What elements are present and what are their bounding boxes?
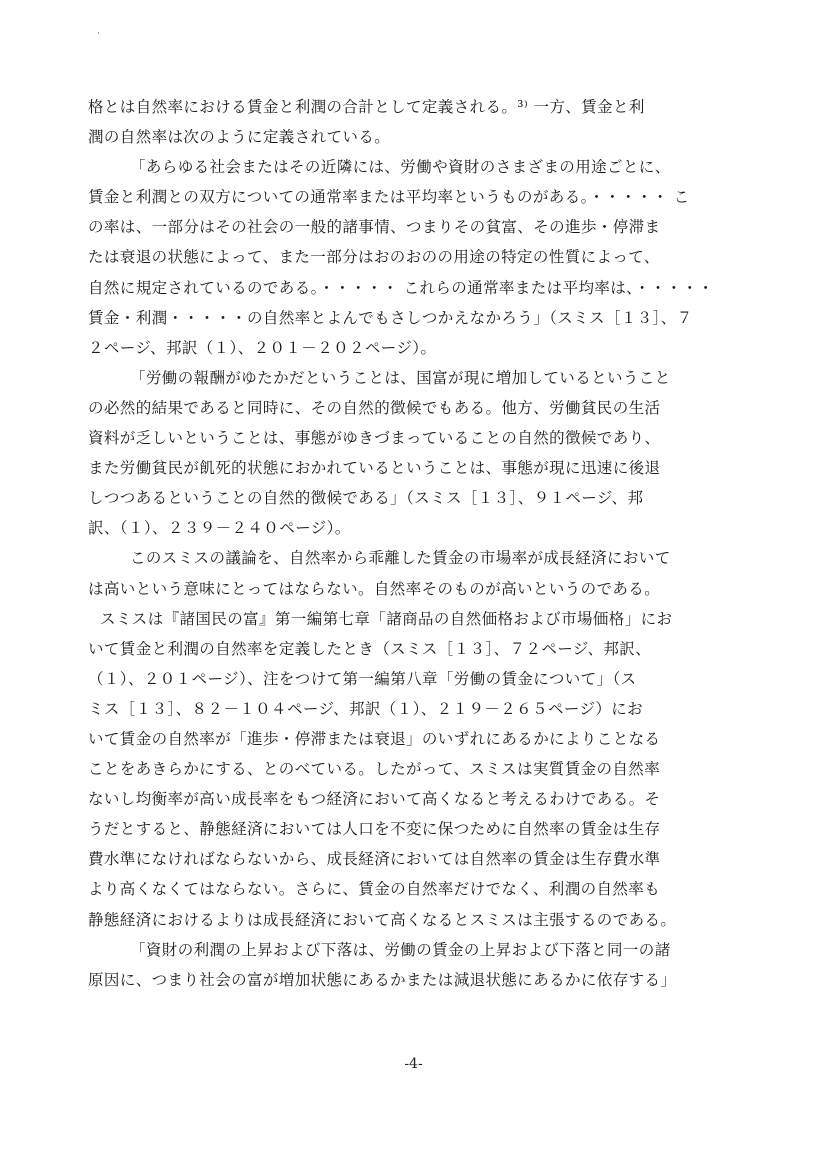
text-line: （１）、２０１ページ）、注をつけて第一編第八章「労働の賃金について」（ス (88, 669, 637, 688)
text-line: ミス［１３］、８２－１０４ページ、邦訳（１）、２１９－２６５ページ）にお (88, 699, 644, 718)
text-line: いて賃金の自然率が「進歩・停滞または衰退」のいずれにあるかによりことなる (88, 729, 661, 748)
text-line: 原因に、つまり社会の富が増加状態にあるかまたは減退状態にあるかに依存する」 (88, 970, 677, 989)
text-line: また労働貧民が飢死的状態におかれているということは、事態が現に迅速に後退 (88, 459, 661, 478)
text-line: より高くなくてはならない。さらに、賃金の自然率だけでなく、利潤の自然率も (88, 880, 661, 899)
text-line: 資料が乏しいということは、事態がゆきづまっていることの自然的徴候であり、 (88, 429, 661, 448)
text-line: 潤の自然率は次のように定義されている。 (88, 128, 391, 147)
text-line: 自然に規定されているのである。・・・・・ これらの通常率または平均率は、・・・・・ (88, 278, 714, 297)
text-line: このスミスの議論を、自然率から乖離した賃金の市場率が成長経済において (130, 549, 671, 568)
text-line: 「労働の報酬がゆたかだということは、国富が現に増加しているということ (130, 368, 671, 387)
page-number: -4- (404, 1056, 423, 1072)
body-text (88, 92, 778, 995)
text-line: の必然的結果であると同時に、その自然的徴候でもある。他方、労働貧民の生活 (88, 398, 661, 417)
text-line: うだとすると、静態経済においては人口を不変に保つために自然率の賃金は生存 (88, 820, 661, 839)
text-line: ことをあきらかにする、とのべている。したがって、スミスは実質賃金の自然率 (88, 760, 661, 779)
text-line: 賃金・利潤・・・・・の自然率とよんでもさしつかえなかろう」（スミス［１３］、７ (88, 308, 693, 327)
text-line: いて賃金と利潤の自然率を定義したとき（スミス［１３］、７２ページ、邦訳、 (88, 639, 652, 658)
corner-mark: · (97, 29, 100, 39)
text-line: しつつあるということの自然的徴候である」（スミス［１３］、９１ページ、邦 (88, 489, 644, 508)
text-line: 「資財の利潤の上昇および下落は、労働の賃金の上昇および下落と同一の諸 (130, 940, 671, 959)
text-line: 訳、（１）、２３９－２４０ページ）。 (88, 519, 351, 538)
text-line: 静態経済におけるよりは成長経済において高くなるとスミスは主張するのである。 (88, 910, 677, 929)
text-line: たは衰退の状態によって、また一部分はおのおのの用途の特定の性質によって、 (88, 248, 660, 267)
text-line: の率は、一部分はその社会の一般的諸事情、つまりその貧富、その進歩・停滞ま (88, 218, 661, 237)
text-line: 格とは自然率における賃金と利潤の合計として定義される。³⁾ 一方、賃金と利 (88, 98, 645, 116)
text-line: 賃金と利潤との双方についての通常率または平均率というものがある。・・・・・ こ (88, 188, 690, 207)
text-line: 費水準になければならないから、成長経済においては自然率の賃金は生存費水準 (88, 850, 661, 869)
text-line: ２ページ、邦訳（１）、２０１－２０２ページ）。 (88, 338, 437, 357)
text-line: は高いという意味にとってはならない。自然率そのものが高いというのである。 (88, 579, 661, 598)
text-line: スミスは『諸国民の富』第一編第七章「諸商品の自然価格および市場価格」にお (100, 609, 673, 628)
text-line: ないし均衡率が高い成長率をもつ経済において高くなると考えるわけである。そ (88, 790, 661, 809)
text-line: 「あらゆる社会またはその近隣には、労働や資財のさまざまの用途ごとに、 (130, 158, 671, 177)
